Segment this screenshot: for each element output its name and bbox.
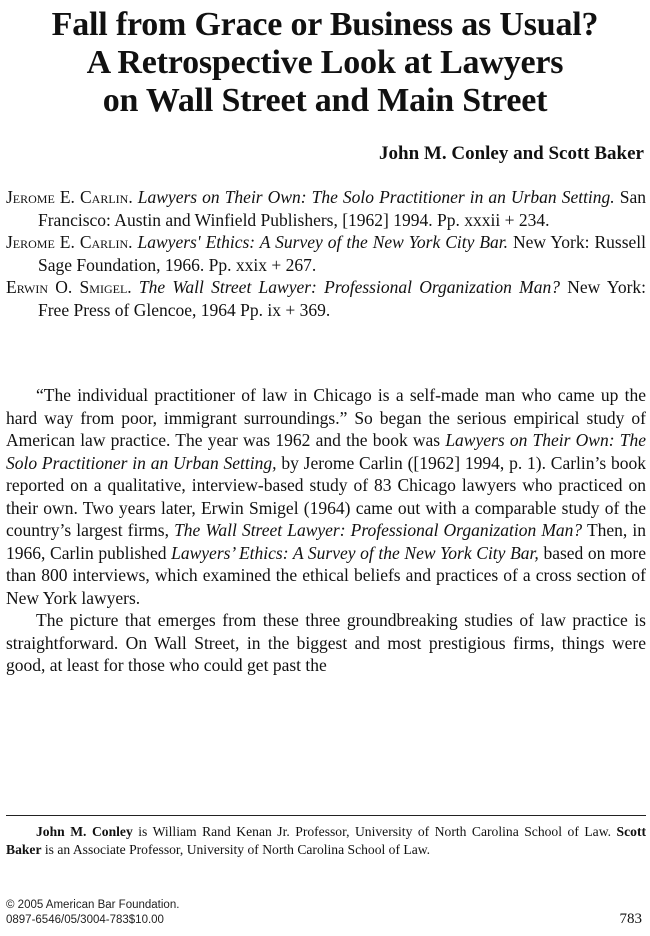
title-line-2: A Retrospective Look at Lawyers	[86, 44, 564, 81]
footnote-divider	[6, 815, 646, 816]
reviewed-book-details: New York: Russell Sage Foundation, 1966. Pp. xxix + 267.	[38, 232, 646, 275]
reviewed-book-title: Lawyers on Their Own: The Solo Practitioner in an Urban Setting.	[137, 187, 615, 207]
reviewed-book-details: New York: Free Press of Glencoe, 1964 Pp. ix + 369.	[38, 277, 647, 320]
reviewed-book-author: Jerome E. Carlin.	[6, 232, 133, 252]
paragraph-text: by Jerome Carlin ([1962] 1994, p. 1). Carlin’s book reported on a qualitative, interview-based study of 83 Chicago lawyers who practiced on their own. Two years later, Erwin Smigel (1964) came out with a comparable study of the country’s largest firms,	[6, 452, 647, 540]
footnote-text-1: is William Rand Kenan Jr. Professor, University of North Carolina School of Law.	[138, 824, 612, 839]
reviewed-book-author: Jerome E. Carlin.	[6, 187, 133, 207]
reviewed-book-title: Lawyers' Ethics: A Survey of the New York City Bar.	[137, 232, 509, 252]
title-line-3: on Wall Street and Main Street	[102, 82, 548, 119]
cited-title: Lawyers on Their Own: The Solo Practitioner in an Urban Setting,	[6, 430, 646, 473]
body-paragraph-2: The picture that emerges from these three groundbreaking studies of law practice is straightforward. On Wall Street, in the biggest and most prestigious firms, things were good, at least for those who could get past the	[6, 610, 646, 675]
article-body	[6, 384, 646, 677]
footnote-text-2: is an Associate Professor, University of North Carolina School of Law.	[44, 842, 431, 857]
copyright-line: © 2005 American Bar Foundation.	[6, 899, 180, 911]
paragraph-text: “The individual practitioner of law in Chicago is a self-made man who came up the hard way from poor, immigrant surroundings.” So began the serious empirical study of American law practice. The year was 1962 and the book was	[6, 385, 646, 450]
author-footnote	[6, 823, 646, 859]
cited-title: Lawyers’ Ethics: A Survey of the New York City Bar,	[171, 542, 539, 563]
copyright-notice	[6, 898, 179, 928]
reviewed-book-title: The Wall Street Lawyer: Professional Organization Man?	[138, 277, 561, 297]
paragraph-text: based on more than 800 interviews, which examined the ethical beliefs and practices of a cross section of New York lawyers.	[6, 542, 647, 608]
title-line-1: Fall from Grace or Business as Usual?	[51, 6, 599, 43]
cited-title: The Wall Street Lawyer: Professional Organization Man?	[174, 520, 583, 540]
footnote-author-1: John M. Conley	[36, 824, 133, 839]
article-authors: John M. Conley and Scott Baker	[379, 143, 644, 164]
reviewed-book-2	[6, 231, 646, 276]
page-number: 783	[619, 911, 642, 927]
reviewed-book-3	[6, 276, 646, 321]
reviewed-book-details: San Francisco: Austin and Winfield Publishers, [1962] 1994. Pp. xxxii + 234.	[38, 187, 646, 230]
paragraph-text: Then, in 1966, Carlin published	[6, 520, 646, 563]
reviewed-book-author: Erwin O. Smigel.	[6, 277, 132, 297]
body-paragraph-1	[6, 384, 646, 609]
footnote-author-2: Scott Baker	[6, 824, 646, 857]
issn-line: 0897-6546/05/3004-783$10.00	[6, 914, 164, 926]
reviewed-book-1	[6, 186, 646, 231]
article-title	[4, 6, 646, 120]
reviewed-books-list	[6, 186, 646, 321]
